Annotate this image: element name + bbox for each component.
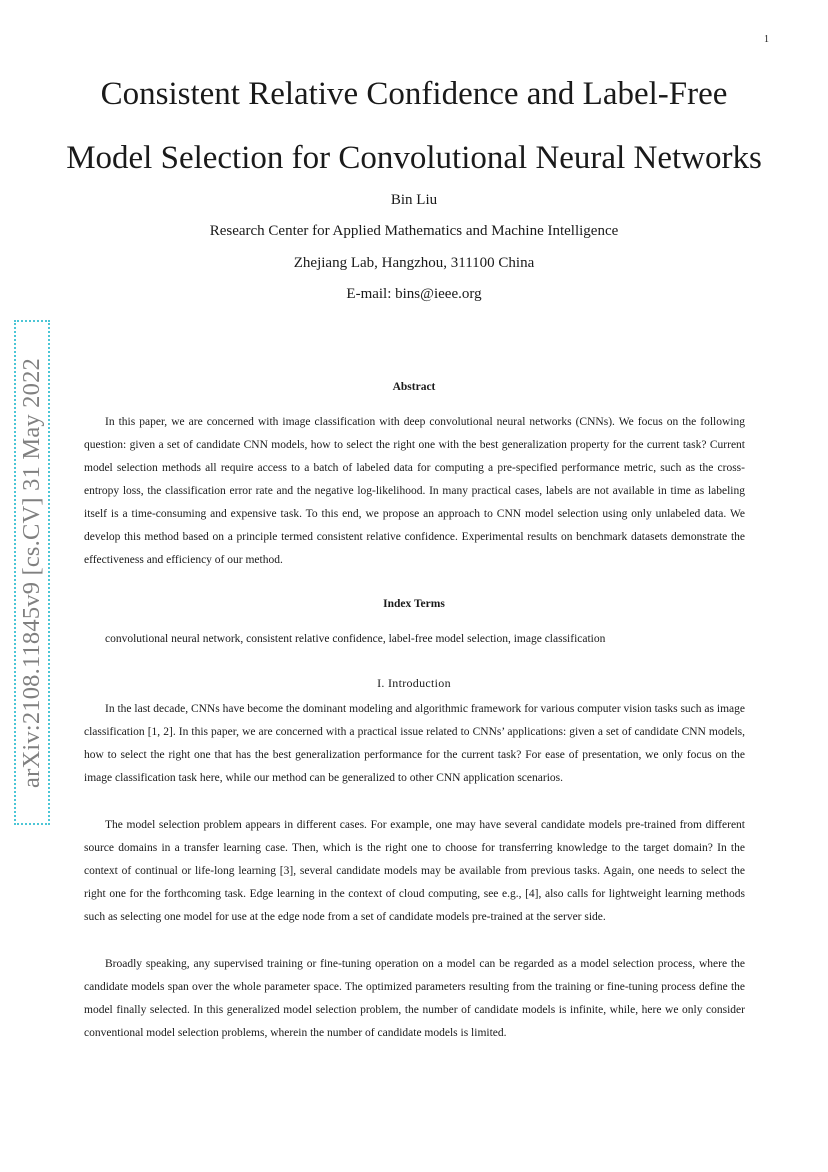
arxiv-identifier-text: arXiv:2108.11845v9 [cs.CV] 31 May 2022 xyxy=(18,357,45,788)
index-terms-text: convolutional neural network, consistent relative confidence, label-free model selection, image classification xyxy=(105,633,606,645)
introduction-heading: I. Introduction xyxy=(377,676,451,690)
intro-paragraph-1: In the last decade, CNNs have become the dominant modeling and algorithmic framework for various computer vision tasks such as image classification [1, 2]. In this paper, we are concerned with a practical issue related to CNNs’ applications: given a set of candidate CNN models, how to select the right one that has the best generalization performance for the current task? For ease of presentation, we only focus on the image classification task here, while our method can be generalized to other CNN application scenarios. xyxy=(84,703,745,784)
index-terms-heading: Index Terms xyxy=(383,598,445,610)
abstract-text: In this paper, we are concerned with image classification with deep convolutional neural networks (CNNs). We focus on the following question: given a set of candidate CNN models, how to select the right one with the best generalization property for the current task? Current model selection methods all require access to a batch of labeled data for computing a pre-specified performance metric, such as the cross-entropy loss, the classification error rate and the negative log-likelihood. In many practical cases, labels are not available in time as labeling itself is a time-consuming and expensive task. To this end, we propose an approach to CNN model selection using only unlabeled data. We develop this method based on a principle termed consistent relative confidence. Experimental results on benchmark datasets demonstrate the effectiveness and efficiency of our method. xyxy=(84,416,745,566)
arxiv-identifier-stamp xyxy=(14,320,50,825)
paper-title xyxy=(40,62,788,190)
author-email: E-mail: bins@ieee.org xyxy=(346,286,482,302)
affiliation-line-2: Zhejiang Lab, Hangzhou, 311100 China xyxy=(293,255,535,271)
affiliation-line-1: Research Center for Applied Mathematics and Machine Intelligence xyxy=(209,223,619,239)
title-line-1: Consistent Relative Confidence and Label-Free xyxy=(100,76,728,112)
abstract-heading: Abstract xyxy=(392,381,436,393)
page-number: 1 xyxy=(764,34,769,45)
intro-paragraph-3: Broadly speaking, any supervised training or fine-tuning operation on a model can be regarded as a model selection process, where the candidate models span over the whole parameter space. The optimized parameters resulting from the training or fine-tuning process define the model finally selected. In this generalized model selection problem, the number of candidate models is infinite, while, here we only consider conventional model selection problems, wherein the number of candidate models is limited. xyxy=(84,958,745,1039)
title-line-2: Model Selection for Convolutional Neural Networks xyxy=(66,140,762,176)
author-name: Bin Liu xyxy=(390,192,438,208)
intro-paragraph-2: The model selection problem appears in different cases. For example, one may have several candidate models pre-trained from different source domains in a transfer learning case. Then, which is the right one to choose for transferring knowledge to the target domain? In the context of continual or life-long learning [3], several candidate models may be available from previous tasks. Again, one needs to select the right one for the forthcoming task. Edge learning in the context of cloud computing, see e.g., [4], also calls for lightweight learning methods such as selecting one model for use at the edge node from a set of candidate models pre-trained at the server side. xyxy=(84,819,745,923)
